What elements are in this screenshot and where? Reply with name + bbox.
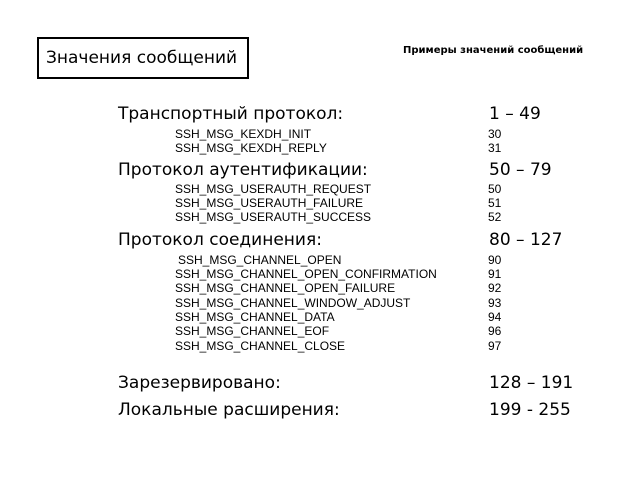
slide-subtitle: Примеры значений сообщений: [403, 45, 584, 56]
message-name: SSH_MSG_CHANNEL_EOF: [175, 324, 330, 338]
message-name: SSH_MSG_CHANNEL_DATA: [175, 310, 335, 324]
message-value: 30: [488, 127, 502, 141]
message-value: 31: [488, 141, 502, 155]
message-value: 94: [488, 310, 502, 324]
section-range-connection: 80 – 127: [489, 230, 563, 250]
message-value: 52: [488, 210, 502, 224]
section-range-transport: 1 – 49: [489, 104, 541, 124]
message-name: SSH_MSG_CHANNEL_OPEN_CONFIRMATION: [175, 267, 437, 281]
section-heading-auth: Протокол аутентификации:: [118, 160, 368, 180]
message-name: SSH_MSG_CHANNEL_OPEN: [178, 253, 342, 267]
message-name: SSH_MSG_CHANNEL_CLOSE: [175, 339, 346, 353]
slide-title: Значения сообщений: [37, 37, 249, 79]
section-heading-connection: Протокол соединения:: [118, 230, 322, 250]
message-name: SSH_MSG_CHANNEL_OPEN_FAILURE: [175, 281, 396, 295]
message-value: 50: [488, 182, 502, 196]
section-range-reserved: 128 – 191: [489, 373, 574, 393]
message-value: 96: [488, 324, 502, 338]
section-heading-local-extensions: Локальные расширения:: [118, 400, 340, 420]
message-name: SSH_MSG_USERAUTH_FAILURE: [175, 196, 364, 210]
section-range-auth: 50 – 79: [489, 160, 552, 180]
section-heading-reserved: Зарезервировано:: [118, 373, 281, 393]
message-name: SSH_MSG_CHANNEL_WINDOW_ADJUST: [175, 296, 411, 310]
message-name: SSH_MSG_KEXDH_INIT: [175, 127, 312, 141]
message-value: 97: [488, 339, 502, 353]
message-value: 91: [488, 267, 502, 281]
message-value: 92: [488, 281, 502, 295]
section-range-local-extensions: 199 - 255: [489, 400, 571, 420]
section-heading-transport: Транспортный протокол:: [118, 104, 344, 124]
message-name: SSH_MSG_KEXDH_REPLY: [175, 141, 327, 155]
message-value: 51: [488, 196, 502, 210]
message-value: 90: [488, 253, 502, 267]
message-name: SSH_MSG_USERAUTH_SUCCESS: [175, 210, 372, 224]
message-name: SSH_MSG_USERAUTH_REQUEST: [175, 182, 372, 196]
message-value: 93: [488, 296, 502, 310]
